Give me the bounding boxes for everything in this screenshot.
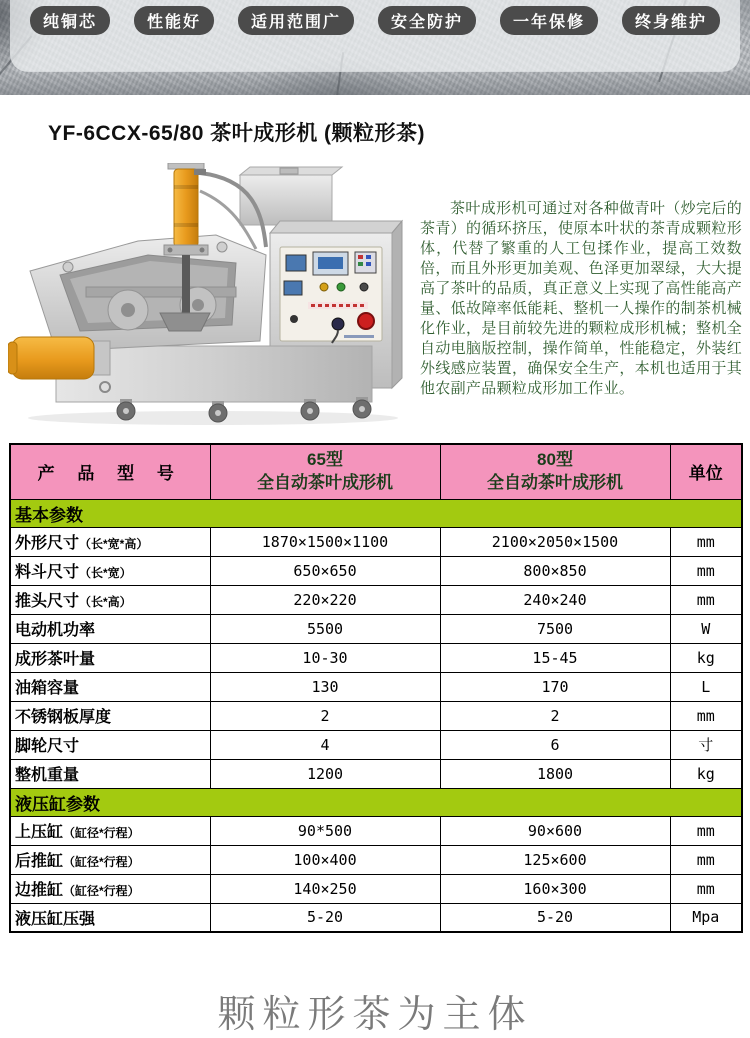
main-content: [0, 163, 750, 428]
unit: mm: [670, 585, 742, 614]
value-80: 1800: [440, 759, 670, 788]
badge-row: [0, 6, 750, 35]
control-panel: [280, 247, 382, 343]
product-description: 茶叶成形机可通过对各种做青叶（炒完后的茶青）的循环挤压，使原本叶状的茶青成颗粒形体，代替了繁重的人工包揉作业，提高工效数倍，而且外形更加美观、色泽更加翠绿，大大提高了茶叶的品质，真正意义上实现了高性能高产量、低故障率低能耗、整机一人操作的制茶机械化作业，是目前较先进的颗粒成形机械；整机全自动电脑版控制，操作简单，性能稳定，外装红外线感应装置，确保安全生产，本机也适用于其他农副产品颗粒成形加工作业。: [420, 200, 742, 397]
header-model-65-line2: 全自动茶叶成形机: [257, 472, 393, 492]
unit: W: [670, 614, 742, 643]
unit: kg: [670, 643, 742, 672]
row-label: 推头尺寸（长*高）: [10, 585, 210, 614]
hopper-box: [240, 167, 342, 225]
table-row: [10, 759, 742, 788]
header-model-80-line2: 全自动茶叶成形机: [487, 472, 623, 492]
value-65: 220×220: [210, 585, 440, 614]
value-65: 4: [210, 730, 440, 759]
value-65: 650×650: [210, 556, 440, 585]
product-photo: [8, 163, 412, 428]
value-65: 130: [210, 672, 440, 701]
value-65: 5-20: [210, 903, 440, 932]
toggle-switch: [290, 315, 298, 323]
spec-table-wrap: [9, 443, 741, 933]
header-model-80-line1: 80型: [537, 449, 573, 469]
table-row: [10, 874, 742, 903]
row-label-sub: （缸径*行程）: [63, 855, 140, 869]
unit: 寸: [670, 730, 742, 759]
badge-1: 性能好: [134, 6, 214, 35]
header-model-65: [210, 444, 440, 499]
table-row: [10, 527, 742, 556]
value-80: 15-45: [440, 643, 670, 672]
row-label: 成形茶叶量: [10, 643, 210, 672]
unit: Mpa: [670, 903, 742, 932]
table-row: [10, 903, 742, 932]
button-yellow: [320, 283, 328, 291]
unit: kg: [670, 759, 742, 788]
knob: [332, 318, 344, 330]
value-80: 6: [440, 730, 670, 759]
display-lower-left: [284, 281, 302, 295]
table-row: [10, 845, 742, 874]
header-product-model: 产 品 型 号: [10, 444, 210, 499]
badge-5: 终身维护: [622, 6, 720, 35]
row-label: 后推缸（缸径*行程）: [10, 845, 210, 874]
badge-4: 一年保修: [500, 6, 598, 35]
row-label-sub: （长*高）: [79, 595, 132, 609]
value-80: 125×600: [440, 845, 670, 874]
table-row: [10, 730, 742, 759]
button-green: [337, 283, 345, 291]
spec-table: [9, 443, 743, 933]
row-label: 液压缸压强: [10, 903, 210, 932]
section-title: 基本参数: [10, 499, 742, 527]
clipped-footer-heading: 颗粒形茶为主体: [217, 994, 533, 1036]
value-65: 10-30: [210, 643, 440, 672]
unit: L: [670, 672, 742, 701]
row-label: 整机重量: [10, 759, 210, 788]
unit: mm: [670, 874, 742, 903]
header-model-65-line1: 65型: [307, 449, 343, 469]
table-row: [10, 816, 742, 845]
value-80: 5-20: [440, 903, 670, 932]
value-80: 2100×2050×1500: [440, 527, 670, 556]
row-label: 边推缸（缸径*行程）: [10, 874, 210, 903]
value-80: 160×300: [440, 874, 670, 903]
badge-0: 纯铜芯: [30, 6, 110, 35]
badge-3: 安全防护: [378, 6, 476, 35]
promo-banner: [0, 0, 750, 95]
row-label-sub: （长*宽*高）: [79, 537, 149, 551]
emergency-button: [358, 313, 374, 329]
piston-rod: [182, 255, 190, 315]
value-80: 170: [440, 672, 670, 701]
value-65: 1870×1500×1100: [210, 527, 440, 556]
row-label: 外形尺寸（长*宽*高）: [10, 527, 210, 556]
value-80: 2: [440, 701, 670, 730]
value-65: 2: [210, 701, 440, 730]
unit: mm: [670, 701, 742, 730]
value-65: 90*500: [210, 816, 440, 845]
value-65: 100×400: [210, 845, 440, 874]
button-dark: [360, 283, 368, 291]
table-row: [10, 672, 742, 701]
value-65: 1200: [210, 759, 440, 788]
table-row: [10, 614, 742, 643]
section-row: [10, 788, 742, 816]
row-label-sub: （缸径*行程）: [63, 884, 140, 898]
value-65: 5500: [210, 614, 440, 643]
badge-2: 适用范围广: [238, 6, 354, 35]
section-row: [10, 499, 742, 527]
display-left: [286, 255, 306, 271]
header-unit: 单位: [670, 444, 742, 499]
row-label: 电动机功率: [10, 614, 210, 643]
table-row: [10, 701, 742, 730]
unit: mm: [670, 845, 742, 874]
value-80: 800×850: [440, 556, 670, 585]
unit: mm: [670, 816, 742, 845]
value-80: 240×240: [440, 585, 670, 614]
section-title: 液压缸参数: [10, 788, 742, 816]
row-label: 油箱容量: [10, 672, 210, 701]
value-80: 90×600: [440, 816, 670, 845]
table-header-row: [10, 444, 742, 499]
row-label: 料斗尺寸（长*宽）: [10, 556, 210, 585]
row-label-sub: （缸径*行程）: [63, 826, 140, 840]
page-title: YF-6CCX-65/80 茶叶成形机 (颗粒形茶): [48, 122, 426, 145]
row-label: 脚轮尺寸: [10, 730, 210, 759]
value-80: 7500: [440, 614, 670, 643]
machine-illustration: [8, 163, 412, 428]
row-label-sub: （长*宽）: [79, 566, 132, 580]
row-label: 上压缸（缸径*行程）: [10, 816, 210, 845]
description-column: [420, 163, 742, 428]
table-row: [10, 556, 742, 585]
table-row: [10, 585, 742, 614]
title-section: [0, 95, 750, 147]
row-label: 不锈钢板厚度: [10, 701, 210, 730]
unit: mm: [670, 556, 742, 585]
header-model-80: [440, 444, 670, 499]
unit: mm: [670, 527, 742, 556]
table-row: [10, 643, 742, 672]
press-foot: [160, 313, 210, 331]
value-65: 140×250: [210, 874, 440, 903]
